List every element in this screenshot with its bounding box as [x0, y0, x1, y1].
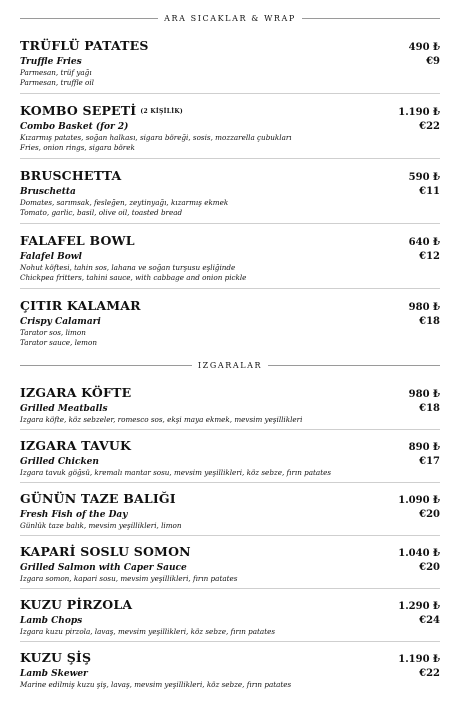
menu-item-izgara-kofte: [20, 382, 440, 424]
item-desc-en: Fries, onion rings, sigara börek: [20, 143, 135, 152]
item-english-name: Combo Basket (for 2): [20, 122, 129, 132]
item-desc-tr: Nohut köftesi, tahin sos, lahana ve soğan turşusu eşliğinde: [20, 263, 236, 272]
item-price-eur: €22: [419, 121, 440, 132]
item-english-name: Crispy Calamari: [20, 317, 101, 327]
item-price-try: 640 ₺: [408, 237, 440, 248]
item-price-try: 980 ₺: [408, 302, 440, 313]
item-price-eur: €20: [419, 509, 440, 520]
menu-item-falafel-bowl: [20, 230, 440, 282]
item-english-name: Grilled Meatballs: [20, 404, 108, 414]
item-desc-tr: Izgara tavuk göğsü, kremalı mantar sosu, mevsim yeşillikleri, köz sebze, fırın patates: [20, 468, 332, 477]
item-desc-tr: Marine edilmiş kuzu şiş, lavaş, mevsim yeşillikleri, köz sebze, fırın patates: [20, 680, 292, 689]
menu-item-gunun-taze-baligi: [20, 488, 440, 530]
item-name: BRUSCHETTA: [20, 168, 122, 183]
item-price-eur: €11: [419, 186, 440, 197]
item-english-name: Falafel Bowl: [20, 252, 82, 262]
menu-item-kapari-soslu-somon: [20, 541, 440, 583]
item-price-eur: €24: [419, 615, 440, 626]
menu-item-kuzu-pirzola: [20, 594, 440, 636]
item-english-name: Lamb Chops: [20, 616, 83, 626]
item-desc-en: Tarator sauce, lemon: [20, 338, 97, 347]
item-name: IZGARA KÖFTE: [20, 385, 132, 400]
menu-item-kuzu-sis: [20, 647, 440, 689]
item-name: GÜNÜN TAZE BALIĞI: [20, 491, 176, 506]
item-english-name: Grilled Salmon with Caper Sauce: [20, 563, 187, 573]
item-price-try: 1.190 ₺: [398, 654, 440, 665]
item-price-eur: €12: [419, 251, 440, 262]
item-desc-tr: Tarator sos, limon: [20, 328, 86, 337]
item-price-eur: €17: [419, 456, 440, 467]
section-header-izgaralar: [20, 361, 440, 370]
item-desc-tr: Izgara köfte, köz sebzeler, romesco sos, ekşi maya ekmek, mevsim yeşillikleri: [20, 415, 303, 424]
item-price-eur: €20: [419, 562, 440, 573]
item-price-eur: €18: [419, 316, 440, 327]
item-price-try: 1.090 ₺: [398, 495, 440, 506]
menu-item-trufflu-patates: [20, 35, 440, 87]
item-desc-tr: Günlük taze balık, mevsim yeşillikleri, limon: [20, 521, 182, 530]
item-price-try: 890 ₺: [408, 442, 440, 453]
item-desc-en: Tomato, garlic, basil, olive oil, toasted bread: [20, 208, 183, 217]
item-name: IZGARA TAVUK: [20, 438, 132, 453]
menu-item-bruschetta: [20, 165, 440, 217]
item-desc-tr: Izgara kuzu pirzola, lavaş, mevsim yeşillikleri, köz sebze, fırın patates: [20, 627, 276, 636]
section-title: ARA SICAKLAR & WRAP: [164, 14, 296, 23]
item-english-name: Grilled Chicken: [20, 457, 99, 467]
item-desc-tr: Parmesan, trüf yağı: [20, 68, 92, 77]
section-header-ara-sicaklar: [20, 14, 440, 23]
item-name: KAPARİ SOSLU SOMON: [20, 544, 191, 559]
item-price-try: 590 ₺: [408, 172, 440, 183]
item-name: KOMBO SEPETİ: [20, 103, 137, 118]
item-desc-en: Chickpea fritters, tahini sauce, with cabbage and onion pickle: [20, 273, 247, 282]
item-english-name: Truffle Fries: [20, 57, 82, 67]
item-price-eur: €22: [419, 668, 440, 679]
item-price-eur: €9: [426, 56, 440, 67]
menu-item-izgara-tavuk: [20, 435, 440, 477]
item-desc-tr: Kızarmış patates, soğan halkası, sigara böreği, sosis, mozzarella çubukları: [20, 133, 292, 142]
item-name: FALAFEL BOWL: [20, 233, 135, 248]
item-english-name: Bruschetta: [20, 187, 76, 197]
item-price-try: 1.040 ₺: [398, 548, 440, 559]
menu-item-citir-kalamar: [20, 295, 440, 347]
item-desc-tr: Izgara somon, kapari sosu, mevsim yeşillikleri, fırın patates: [20, 574, 238, 583]
item-english-name: Lamb Skewer: [20, 669, 88, 679]
item-english-name: Fresh Fish of the Day: [20, 510, 128, 520]
item-name: TRÜFLÜ PATATES: [20, 38, 149, 53]
item-name: KUZU ŞİŞ: [20, 650, 92, 665]
item-name: KUZU PİRZOLA: [20, 597, 133, 612]
item-price-try: 980 ₺: [408, 389, 440, 400]
item-desc-en: Parmesan, truffle oil: [20, 78, 94, 87]
item-desc-tr: Domates, sarımsak, fesleğen, zeytinyağı, kızarmış ekmek: [20, 198, 229, 207]
menu-item-kombo-sepeti: [20, 100, 440, 152]
item-price-try: 1.190 ₺: [398, 107, 440, 118]
item-price-eur: €18: [419, 403, 440, 414]
item-serving-note: (2 KİŞİLİK): [140, 108, 183, 115]
item-name: ÇITIR KALAMAR: [20, 298, 141, 313]
item-price-try: 490 ₺: [408, 42, 440, 53]
item-price-try: 1.290 ₺: [398, 601, 440, 612]
section-title: IZGARALAR: [197, 361, 263, 370]
